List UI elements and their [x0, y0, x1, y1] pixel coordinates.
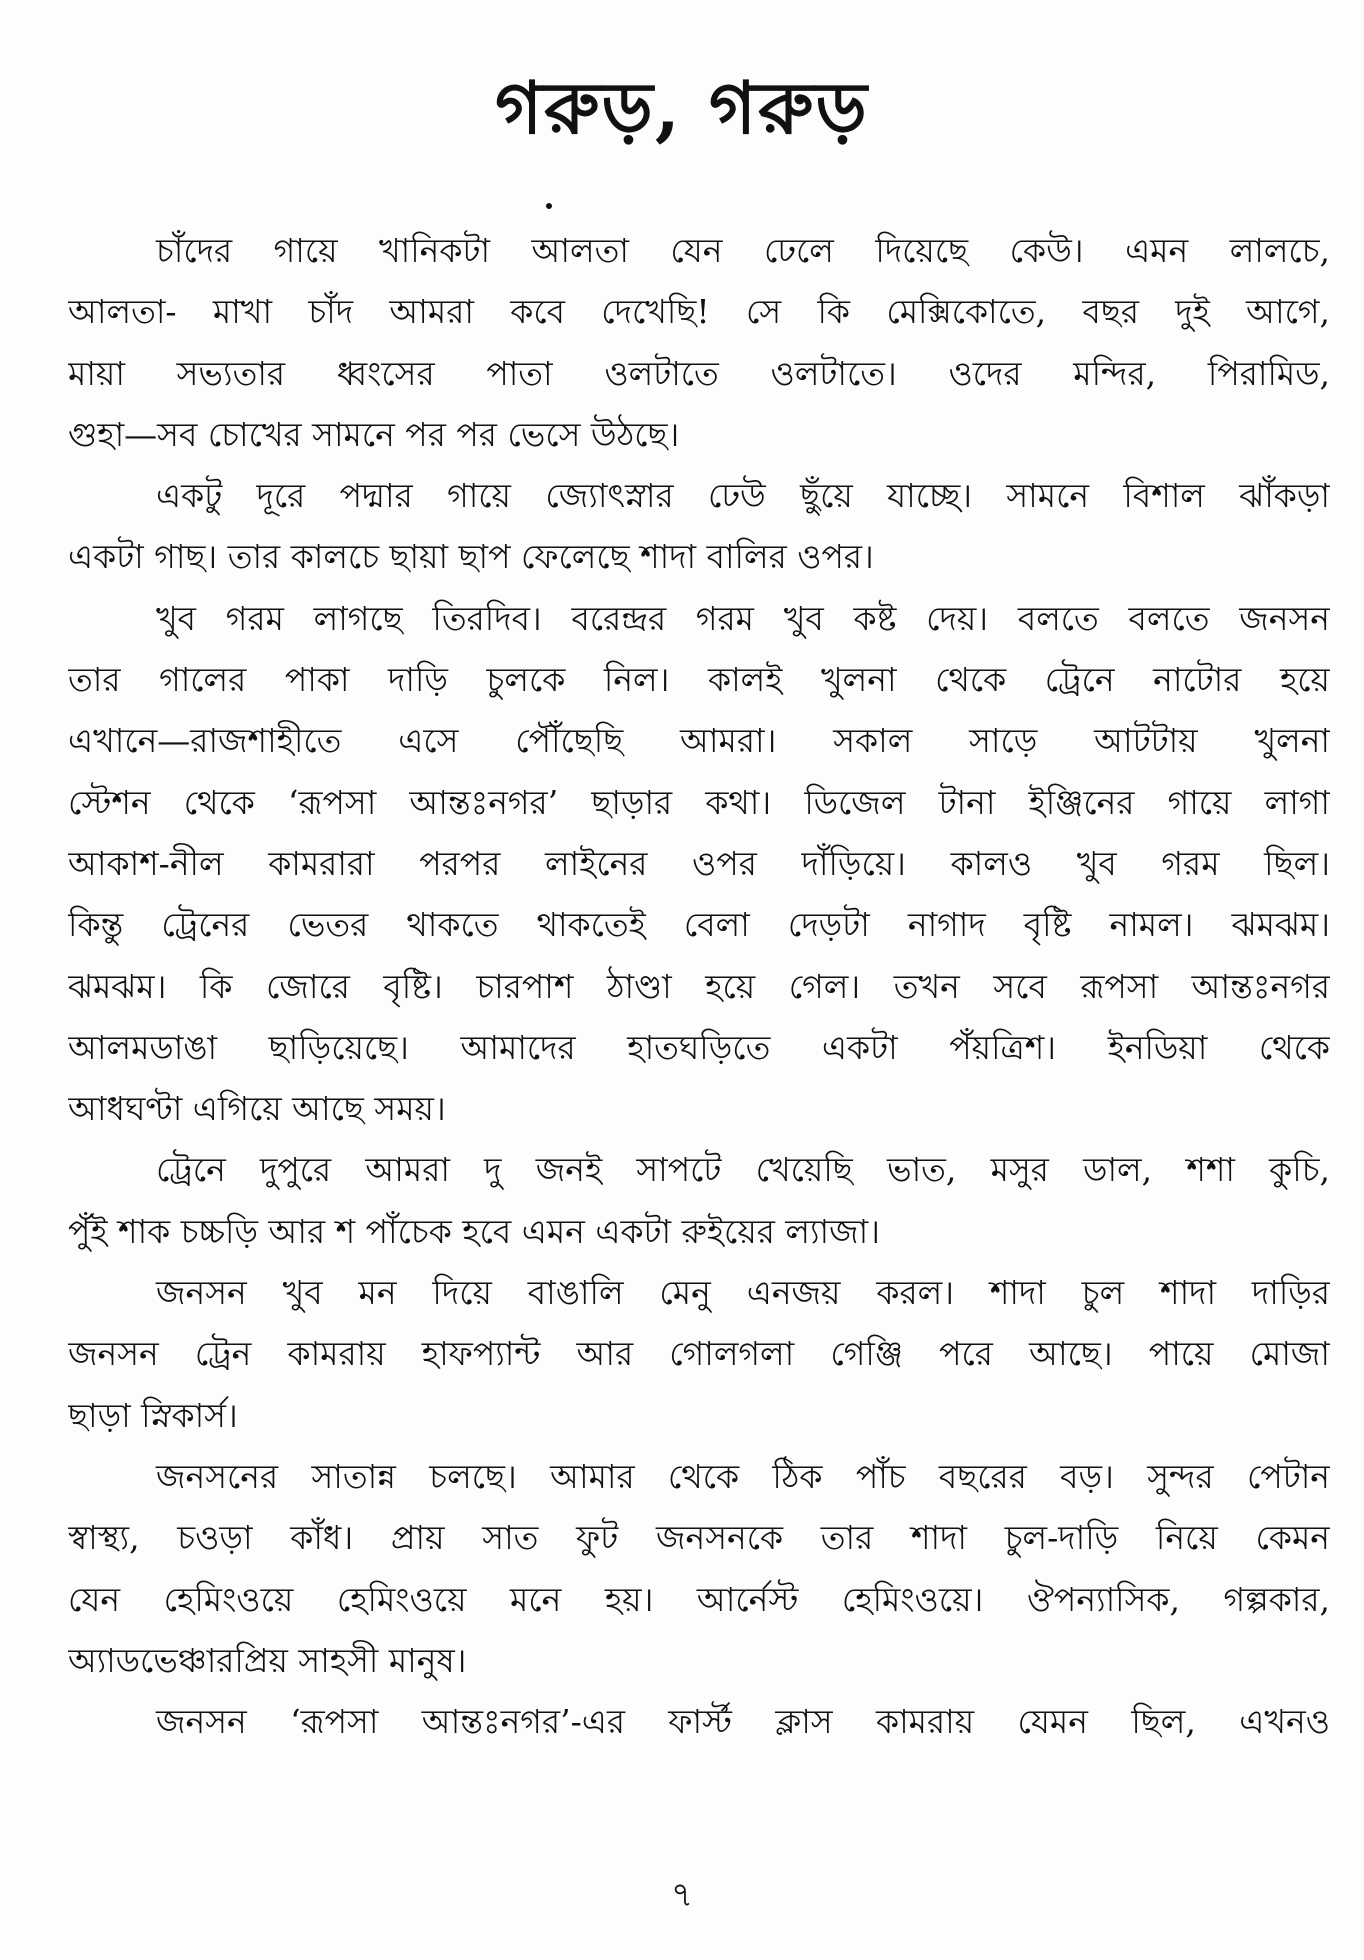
text-line: পুঁই শাক চচ্চড়ি আর শ পাঁচেক হবে এমন একটা রুইয়ের ল্যাজা। — [68, 1211, 881, 1251]
text-line: আধঘণ্টা এগিয়ে আছে সময়। — [68, 1089, 446, 1129]
text-line: একটু দূরে পদ্মার গায়ে জ্যোৎস্নার ঢেউ ছুঁয়ে যাচ্ছে। সামনে বিশাল ঝাঁকড়া — [156, 476, 1330, 516]
text-line: তার গালের পাকা দাড়ি চুলকে নিল। কালই খুলনা থেকে ট্রেনে নাটোর হয়ে — [68, 660, 1330, 700]
text-line: জনসন খুব মন দিয়ে বাঙালি মেনু এনজয় করল। শাদা চুল শাদা দাড়ির — [156, 1273, 1330, 1313]
body-text — [68, 220, 1330, 1752]
text-line: জনসনের সাতান্ন চলছে। আমার থেকে ঠিক পাঁচ বছরের বড়। সুন্দর পেটান — [156, 1456, 1330, 1496]
text-line: কিন্তু ট্রেনের ভেতর থাকতে থাকতেই বেলা দেড়টা নাগাদ বৃষ্টি নামল। ঝমঝম। — [68, 905, 1330, 945]
text-line: চাঁদের গায়ে খানিকটা আলতা যেন ঢেলে দিয়েছে কেউ। এমন লালচে, — [156, 231, 1330, 270]
text-line: জনসন ‘রূপসা আন্তঃনগর’-এর ফার্স্ট ক্লাস কামরায় যেমন ছিল, এখনও — [156, 1702, 1330, 1742]
text-line: জনসন ট্রেন কামরায় হাফপ্যান্ট আর গোলগলা গেঞ্জি পরে আছে। পায়ে মোজা — [68, 1334, 1330, 1374]
text-line: ছাড়া স্নিকার্স। — [68, 1395, 238, 1435]
text-line: ট্রেনে দুপুরে আমরা দু জনই সাপটে খেয়েছি ভাত, মসুর ডাল, শশা কুচি, — [156, 1150, 1330, 1190]
text-line: স্বাস্থ্য, চওড়া কাঁধ। প্রায় সাত ফুট জনসনকে তার শাদা চুল-দাড়ি নিয়ে কেমন — [68, 1518, 1330, 1558]
text-line: স্টেশন থেকে ‘রূপসা আন্তঃনগর’ ছাড়ার কথা। ডিজেল টানা ইঞ্জিনের গায়ে লাগা — [68, 782, 1330, 822]
text-line: যেন হেমিংওয়ে হেমিংওয়ে মনে হয়। আর্নেস্ট হেমিংওয়ে। ঔপন্যাসিক, গল্পকার, — [68, 1579, 1330, 1619]
text-line: খুব গরম লাগছে তিরদিব। বরেন্দ্রর গরম খুব কষ্ট দেয়। বলতে বলতে জনসন — [156, 598, 1330, 638]
chapter-title: গরুড়, গরুড় — [495, 65, 869, 150]
text-line: এখানে—রাজশাহীতে এসে পৌঁছেছি আমরা। সকাল সাড়ে আটটায় খুলনা — [68, 721, 1330, 761]
text-line: আলতা- মাখা চাঁদ আমরা কবে দেখেছি! সে কি মেক্সিকোতে, বছর দুই আগে, — [68, 292, 1330, 332]
text-line: একটা গাছ। তার কালচে ছায়া ছাপ ফেলেছে শাদা বালির ওপর। — [68, 537, 874, 577]
text-line: আলমডাঙা ছাড়িয়েছে। আমাদের হাতঘড়িতে একটা পঁয়ত্রিশ। ইনডিয়া থেকে — [68, 1027, 1330, 1067]
text-line: আকাশ-নীল কামরারা পরপর লাইনের ওপর দাঁড়িয়ে। কালও খুব গরম ছিল। — [68, 843, 1330, 883]
text-line: গুহা—সব চোখের সামনে পর পর ভেসে উঠছে। — [68, 414, 680, 454]
text-line: ঝমঝম। কি জোরে বৃষ্টি। চারপাশ ঠাণ্ডা হয়ে গেল। তখন সবে রূপসা আন্তঃনগর — [68, 966, 1330, 1006]
ink-dot — [546, 203, 552, 209]
page-number: ৭ — [670, 1875, 694, 1915]
text-line: মায়া সভ্যতার ধ্বংসের পাতা ওলটাতে ওলটাতে। ওদের মন্দির, পিরামিড, — [68, 353, 1330, 393]
text-line: অ্যাডভেঞ্চারপ্রিয় সাহসী মানুষ। — [68, 1640, 467, 1680]
